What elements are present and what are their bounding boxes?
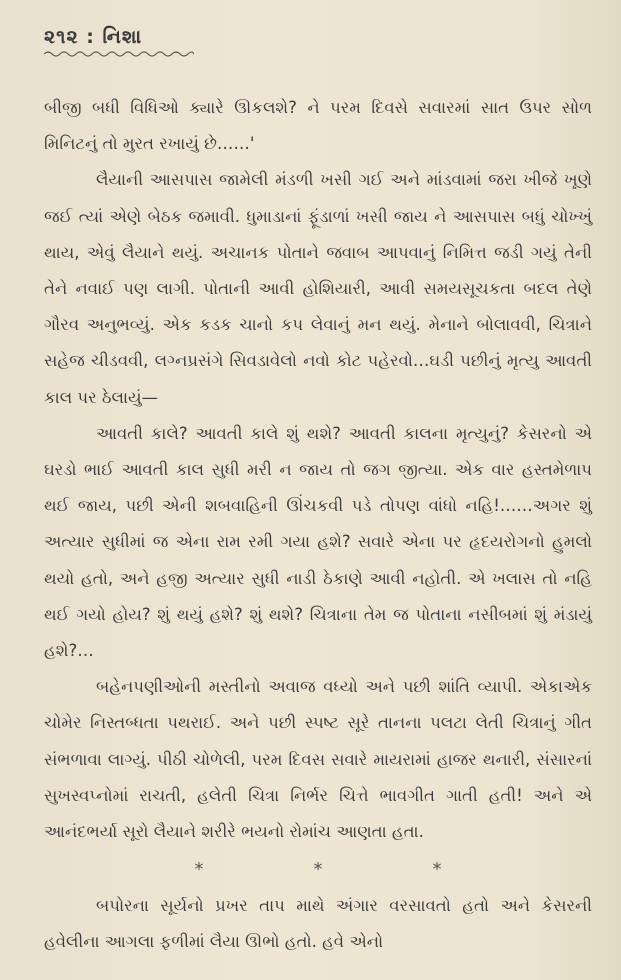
decorative-wavy-rule <box>44 50 194 58</box>
paragraph: બીજી બધી વિધિઓ ક્યારે ઊકલશે? ને પરમ દિવસે સવારમાં સાત ઉપર સોળ મિનિટનું તો મુરત રખાયું છે……' <box>44 98 592 154</box>
paragraph: બહેનપણીઓની મસ્તીનો અવાજ વધ્યો અને પછી શાંતિ વ્યાપી. એકાએક ચોમેર નિસ્તબ્ધતા પથરાઈ. અને પછી સ્પષ્ટ સૂરે તાનના પલટા લેતી ચિત્રાનું ગીત સંભળાવા લાગ્યું. પીઠી ચોળેલી, પરમ દિવસ સવારે માયરામાં હાજર થનારી, સંસારનાં સુખસ્વપ્નોમાં રાચતી, હલેતી ચિત્રા નિર્ભર ચિત્તે ભાવગીત ગાતી હતી! અને એ આનંદભર્યા સૂરો લૈયાને શરીરે ભયનો રોમાંચ આણતા હતા. <box>44 677 592 842</box>
paragraph: આવતી કાલે? આવતી કાલે શું થશે? આવતી કાલના મૃત્યુનું? કેસરનો એ ઘરડો ભાઈ આવતી કાલ સુધી મરી ન જાય તો જગ જીત્યા. એક વાર હસ્તમેળાપ થઈ જાય, પછી એની શબવાહિની ઊંચકવી પડે તોપણ વાંધો નહિ!……અગર શું અત્યાર સુધીમાં જ એના રામ રમી ગયા હશે? સવારે એના પર હૃદયરોગનો હુમલો થયો હતો, અને હજી અત્યાર સુધી નાડી ઠેકાણે આવી નહોતી. એ ખલાસ તો નહિ થઈ ગયો હોય? શું થયું હશે? શું થશે? ચિત્રાના તેમ જ પોતાના નસીબમાં શું મંડાયું હશે?… <box>44 423 592 661</box>
section-separator <box>44 852 592 888</box>
separator-asterisk: * <box>194 859 204 881</box>
page-header <box>44 26 344 58</box>
separator-asterisk: * <box>432 859 442 881</box>
paragraph: બપોરના સૂર્યનો પ્રખર તાપ માથે અંગાર વરસાવતો હતો અને કેસરની હવેલીના આગલા ફળીમાં લૈયા ઊભો હતો. હવે એનો <box>44 896 592 952</box>
body-text <box>44 90 592 961</box>
paragraph: લૈયાની આસપાસ જામેલી મંડળી ખસી ગઈ અને માંડવામાં જરા ખીજે ખૂણે જઈ ત્યાં એણે બેઠક જમાવી. ધુમાડાનાં ફૂંડાળાં ખસી જાય ને આસપાસ બધું ચોખ્ખું થાય, એવું લૈયાને થયું. અચાનક પોતાને જવાબ આપવાનું નિમિત્ત જડી ગયું તેની તેને નવાઈ પણ લાગી. પોતાની આવી હોશિયારી, આવી સમયસૂચકતા બદલ તેણે ગૌરવ અનુભવ્યું. એક કડક ચાનો કપ લેવાનું મન થયું. મેનાને બોલાવવી, ચિત્રાને સહેજ ચીડવવી, લગ્નપ્રસંગે સિવડાવેલો નવો કોટ પહેરવો…ઘડી પછીનું મૃત્યુ આવતી કાલ પર ઠેલાયું— <box>44 170 592 407</box>
separator-asterisk: * <box>313 859 323 881</box>
running-head: ૨૧૨ : નિશા <box>44 26 143 48</box>
